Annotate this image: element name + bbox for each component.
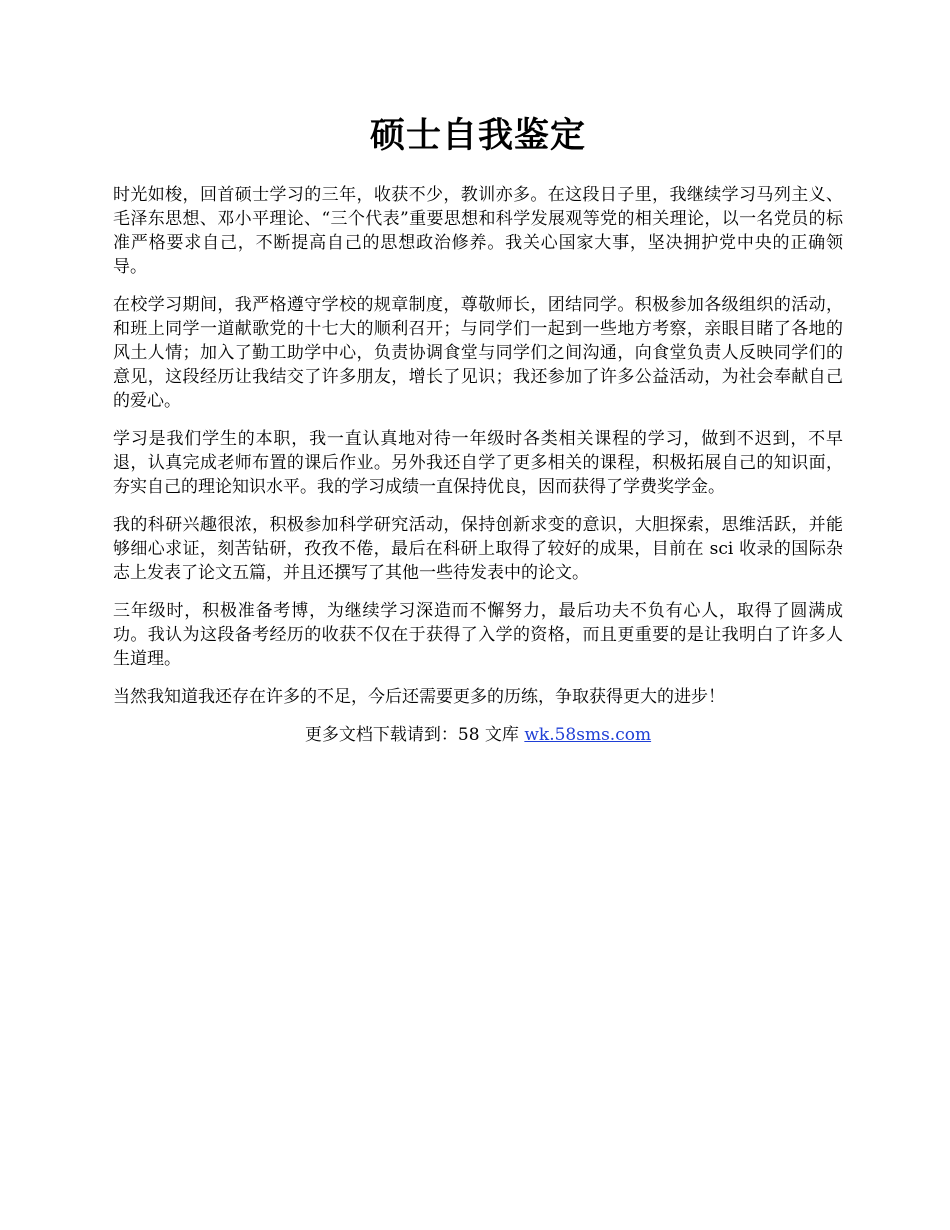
footer-prefix: 更多文档下载请到：58 文库 (304, 725, 525, 745)
paragraph-4: 我的科研兴趣很浓，积极参加科学研究活动，保持创新求变的意识，大胆探索，思维活跃，并能够细心求证，刻苦钻研，孜孜不倦，最后在科研上取得了较好的成果，目前在 sci 收录的国际杂志上发表了论文五篇，并且还撰写了其他一些待发表中的论文。 (113, 515, 843, 583)
document-page (113, 112, 843, 747)
paragraph-5: 三年级时，积极准备考博，为继续学习深造而不懈努力，最后功夫不负有心人，取得了圆满成功。我认为这段备考经历的收获不仅在于获得了入学的资格，而且更重要的是让我明白了许多人生道理。 (113, 601, 843, 669)
paragraph-6: 当然我知道我还存在许多的不足，今后还需要更多的历练，争取获得更大的进步！ (113, 687, 725, 707)
paragraph-3: 学习是我们学生的本职，我一直认真地对待一年级时各类相关课程的学习，做到不迟到，不早退，认真完成老师布置的课后作业。另外我还自学了更多相关的课程，积极拓展自己的知识面，夯实自己的理论知识水平。我的学习成绩一直保持优良，因而获得了学费奖学金。 (113, 429, 843, 497)
footer-download-note (113, 723, 843, 747)
paragraph-2: 在校学习期间，我严格遵守学校的规章制度，尊敬师长，团结同学。积极参加各级组织的活动，和班上同学一道献歌党的十七大的顺利召开；与同学们一起到一些地方考察，亲眼目睹了各地的风土人情；加入了勤工助学中心，负责协调食堂与同学们之间沟通，向食堂负责人反映同学们的意见，这段经历让我结交了许多朋友，增长了见识；我还参加了许多公益活动，为社会奉献自己的爱心。 (113, 295, 843, 411)
document-title: 硕士自我鉴定 (369, 116, 586, 156)
footer-link[interactable]: wk.58sms.com (524, 725, 652, 745)
paragraph-1: 时光如梭，回首硕士学习的三年，收获不少，教训亦多。在这段日子里，我继续学习马列主义、毛泽东思想、邓小平理论、“三个代表”重要思想和科学发展观等党的相关理论，以一名党员的标准严格要求自己，不断提高自己的思想政治修养。我关心国家大事，坚决拥护党中央的正确领导。 (113, 185, 843, 277)
